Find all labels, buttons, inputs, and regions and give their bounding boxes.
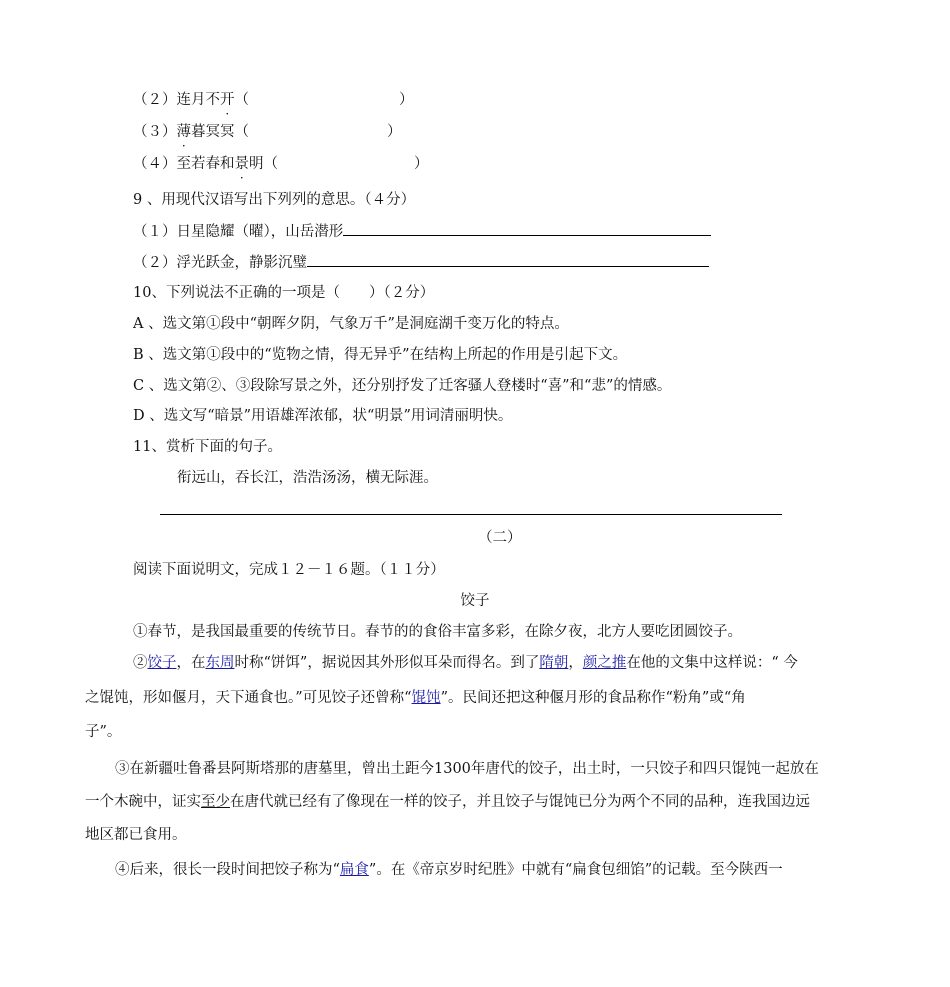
underlined-word: 至少 — [201, 794, 230, 810]
paragraph-4-line-1: ④后来，很长一段时间把饺子称为“扁食”。在《帝京岁时纪胜》中就有“扁食包细馅”的记载。至今陕西一 — [115, 862, 783, 878]
q8-item-2: （２）连月不开（ ） — [133, 92, 414, 108]
answer-line[interactable] — [307, 252, 709, 267]
link-jiaozi[interactable]: 饺子 — [147, 655, 177, 671]
paragraph-2-line-2: 之馄饨，形如偃月，天下通食也。”可见饺子还曾称“馄饨”。民间还把这种偃月形的食品称作“粉角”或“角 — [85, 690, 746, 706]
q8-item-3: （３）薄暮冥冥（ ） — [133, 124, 402, 140]
paragraph-3-line-3: 地区都已食用。 — [85, 827, 187, 843]
paragraph-1: ①春节，是我国最重要的传统节日。春节的的食俗丰富多彩，在除夕夜，北方人要吃团圆饺子。 — [133, 624, 742, 640]
paragraph-2-line-3: 子”。 — [85, 724, 122, 740]
paragraph-3-line-2: 一个木碗中，证实至少在唐代就已经有了像现在一样的饺子，并且饺子与馄饨已分为两个不同的品种，连我国边远 — [85, 794, 810, 810]
article-title: 饺子 — [460, 593, 490, 609]
q9-item-1: （１）日星隐耀（曜），山岳潜形 — [133, 221, 711, 242]
q9-title: 9 、用现代汉语写出下列列的意思。（４分） — [133, 192, 416, 208]
q9-item-2: （２）浮光跃金，静影沉璧 — [133, 252, 709, 273]
paragraph-2-line-1: ②饺子，在东周时称“饼饵”，据说因其外形似耳朵而得名。到了隋朝，颜之推在他的文集中这样说：“ 今 — [133, 655, 798, 671]
link-suichao[interactable]: 隋朝 — [539, 655, 569, 671]
link-bianshi[interactable]: 扁食 — [339, 862, 369, 878]
link-dongzhou[interactable]: 东周 — [205, 655, 235, 671]
link-yanzhitui[interactable]: 颜之推 — [582, 655, 627, 671]
dotted-char: 景 — [234, 156, 249, 172]
q10-option-b: B 、选文第①段中的“览物之情，得无异乎”在结构上所起的作用是引起下文。 — [133, 347, 628, 363]
section-instruction: 阅读下面说明文，完成１２－１６题。（１１分） — [133, 562, 445, 578]
q10-option-a: A 、选文第①段中“朝晖夕阴，气象万千”是洞庭湖千变万化的特点。 — [133, 316, 569, 332]
dotted-char: 薄 — [176, 124, 191, 140]
q11-title: 11、赏析下面的句子。 — [133, 439, 282, 455]
link-huntun[interactable]: 馄饨 — [411, 690, 441, 706]
dotted-char: 开 — [220, 92, 235, 108]
section-label: （二） — [478, 530, 522, 546]
answer-line[interactable] — [343, 221, 711, 236]
q11-sentence: 衔远山，吞长江，浩浩汤汤，横无际涯。 — [177, 470, 438, 486]
q10-option-d: D 、选文写“暗景”用语雄浑浓郁，状“明景”用词清丽明快。 — [133, 408, 513, 424]
answer-rule[interactable] — [160, 514, 782, 515]
q8-item-4: （４）至若春和景明（ ） — [133, 156, 429, 172]
paragraph-3-line-1: ③在新疆吐鲁番县阿斯塔那的唐墓里，曾出土距今1300年唐代的饺子，出土时，一只饺子和四只馄饨一起放在 — [115, 761, 819, 777]
q10-option-c: C 、选文第②、③段除写景之外，还分别抒发了迁客骚人登楼时“喜”和“悲”的情感。 — [133, 378, 672, 394]
q10-title: 10、下列说法不正确的一项是（ ）（２分） — [133, 285, 435, 301]
